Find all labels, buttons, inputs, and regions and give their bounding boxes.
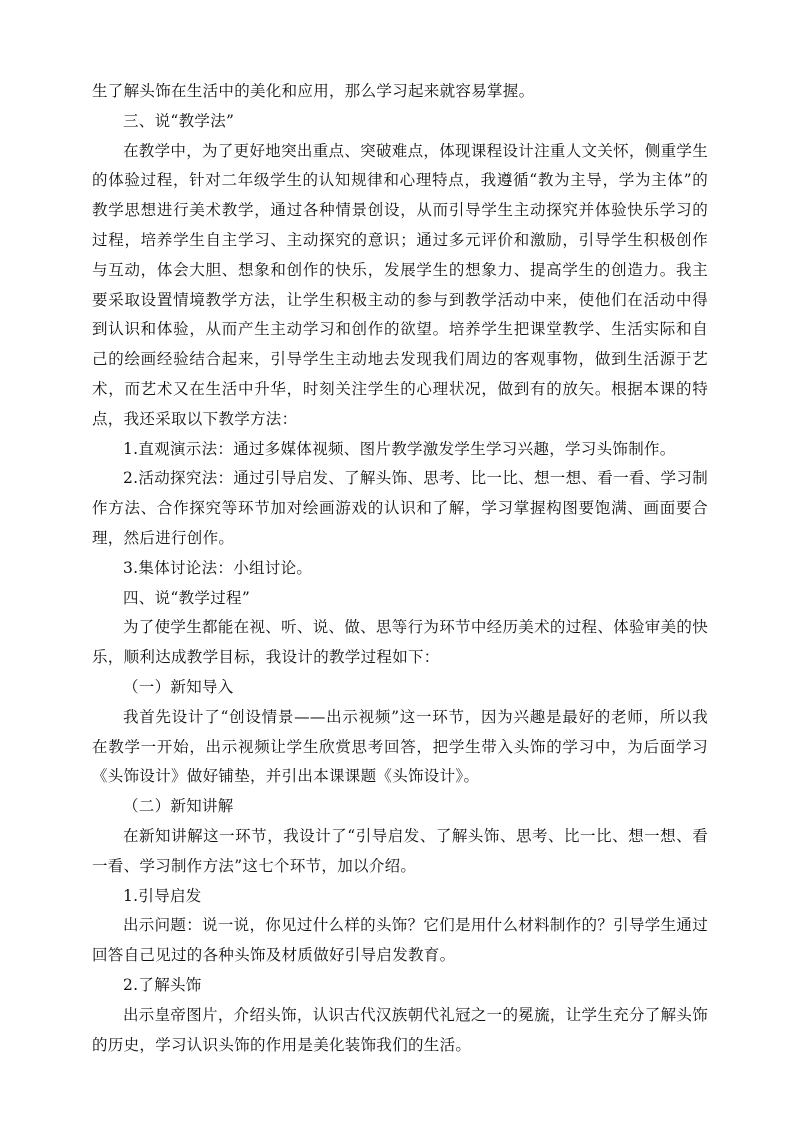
list-item-method-2: 2.活动探究法：通过引导启发、了解头饰、思考、比一比、想一想、看一看、学习制作方法、合作探究等环节加对绘画游戏的认识和了解，学习掌握构图要饱满、画面要合理，然后进行创作。 <box>92 469 708 547</box>
paragraph-guide-inspire: 出示问题：说一说，你见过什么样的头饰？它们是用什么材料制作的？引导学生通过回答自己见过的各种头饰及材质做好引导启发教育。 <box>92 916 708 965</box>
section-heading-teaching-process: 四、说“教学过程” <box>123 588 251 607</box>
document-body <box>92 77 708 1060</box>
paragraph-teaching-process: 为了使学生都能在视、听、说、做、思等行为环节中经历美术的过程、体验审美的快乐，顺利达成教学目标，我设计的教学过程如下： <box>92 618 708 667</box>
subheading-new-knowledge-intro: （一）新知导入 <box>123 677 234 696</box>
paragraph-teaching-method: 在教学中，为了更好地突出重点、突破难点，体现课程设计注重人文关怀，侧重学生的体验过程，针对二年级学生的认知规律和心理特点，我遵循“教为主导，学为主体”的教学思想进行美术教学，通过各种情景创设，从而引导学生主动探究并体验快乐学习的过程，培养学生自主学习、主动探究的意识；通过多元评价和激励，引导学生积极创作与互动，体会大胆、想象和创作的快乐，发展学生的想象力、提高学生的创造力。我主要采取设置情境教学方法，让学生积极主动的参与到教学活动中来，使他们在活动中得到认识和体验，从而产生主动学习和创作的欲望。培养学生把课堂教学、生活实际和自己的绘画经验结合起来，引导学生主动地去发现我们周边的客观事物，做到生活源于艺术，而艺术又在生活中升华，时刻关注学生的心理状况，做到有的放矢。根据本课的特点，我还采取以下教学方法： <box>92 141 708 428</box>
subheading-guide-inspire: 1.引导启发 <box>123 886 202 905</box>
subheading-understand-headwear: 2.了解头饰 <box>123 975 202 994</box>
paragraph-understand-headwear: 出示皇帝图片，介绍头饰，认识古代汉族朝代礼冠之一的冕旒，让学生充分了解头饰的历史，学习认识头饰的作用是美化装饰我们的生活。 <box>92 1005 708 1054</box>
list-item-method-3: 3.集体讨论法：小组讨论。 <box>123 558 313 577</box>
subheading-new-knowledge-explain: （二）新知讲解 <box>123 797 234 816</box>
paragraph-new-knowledge-intro: 我首先设计了“创设情景——出示视频”这一环节，因为兴趣是最好的老师，所以我在教学一开始，出示视频让学生欣赏思考回答，把学生带入头饰的学习中，为后面学习《头饰设计》做好铺垫，并引出本课课题《头饰设计》。 <box>92 707 708 786</box>
section-heading-teaching-method: 三、说“教学法” <box>123 111 235 130</box>
paragraph-new-knowledge-explain: 在新知讲解这一环节，我设计了“引导启发、了解头饰、思考、比一比、想一想、看一看、学习制作方法”这七个环节，加以介绍。 <box>92 826 708 875</box>
list-item-method-1: 1.直观演示法：通过多媒体视频、图片教学激发学生学习兴趣，学习头饰制作。 <box>123 439 676 458</box>
paragraph-intro-continuation: 生了解头饰在生活中的美化和应用，那么学习起来就容易掌握。 <box>92 82 535 100</box>
